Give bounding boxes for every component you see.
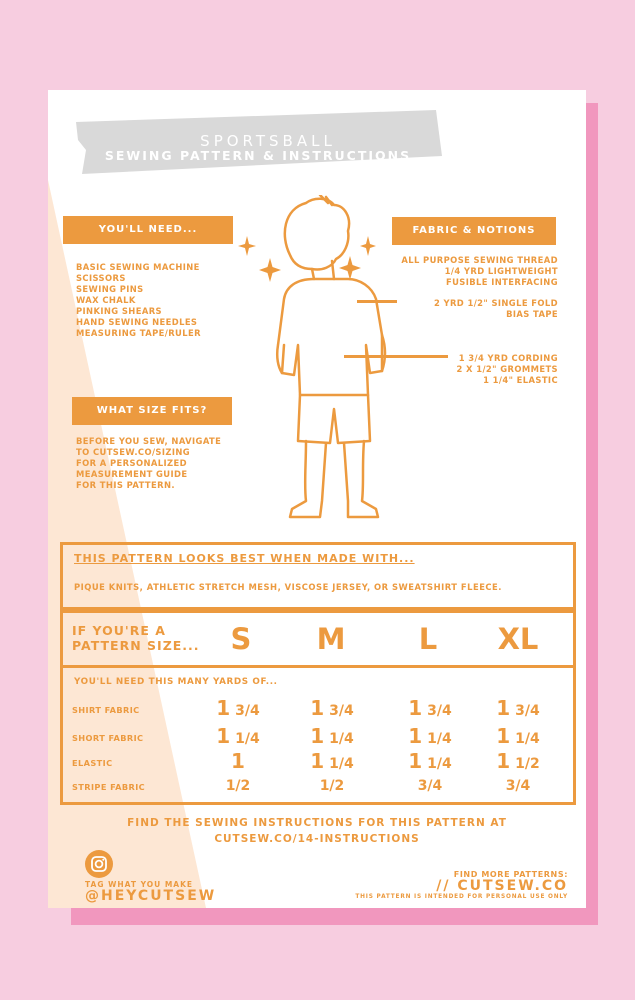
fabrics-text: PIQUE KNITS, ATHLETIC STRETCH MESH, VISCOSE JERSEY, OR SWEATSHIRT FLEECE. [74,582,502,592]
size-l: L [418,622,438,656]
fabrics-heading: THIS PATTERN LOOKS BEST WHEN MADE WITH... [74,552,415,565]
row-label-shirt: SHIRT FABRIC [72,705,140,715]
table-cell: 1 1/4 [310,724,354,748]
instagram-icon[interactable] [85,850,113,878]
table-cell: 1 1/2 [496,749,540,773]
table-cell: 1 1/4 [408,749,452,773]
needs-item: SCISSORS [76,273,126,283]
needs-item: WAX CHALK [76,295,136,305]
table-cell: 1 3/4 [310,696,354,720]
fabric-item: 2 YRD 1/2" SINGLE FOLD [433,298,558,308]
pointer-line [344,355,448,358]
size-label-line-1: IF YOU'RE A [72,623,166,638]
fabric-item: BIAS TAPE [506,309,558,319]
table-cell: 1 1/4 [408,724,452,748]
size-s: S [230,622,252,656]
instagram-handle[interactable]: @HEYCUTSEW [85,888,217,904]
table-cell: 1 3/4 [216,696,260,720]
row-label-stripe: STRIPE FABRIC [72,782,146,792]
needs-item: BASIC SEWING MACHINE [76,262,200,272]
table-cell: 1 1/4 [216,724,260,748]
size-label [72,623,200,653]
size-fit-line: BEFORE YOU SEW, NAVIGATE [76,436,222,446]
table-cell: 1 3/4 [408,696,452,720]
size-fit-line: MEASUREMENT GUIDE [76,469,188,479]
disclaimer: THIS PATTERN IS INTENDED FOR PERSONAL USE ONLY [355,894,568,900]
table-cell: 1/2 [319,778,345,794]
instructions-line-1: FIND THE SEWING INSTRUCTIONS FOR THIS PATTERN AT [127,817,507,829]
fabric-item: 1 3/4 YRD CORDING [458,353,558,363]
instructions-link[interactable]: CUTSEW.CO/14-INSTRUCTIONS [214,833,420,845]
fabric-heading: FABRIC & NOTIONS [392,217,556,245]
size-xl: XL [497,622,539,656]
needs-item: HAND SEWING NEEDLES [76,317,198,327]
needs-item: MEASURING TAPE/RULER [76,328,201,338]
needs-item: SEWING PINS [76,284,144,294]
brand-name: SPORTSBALL [200,132,336,150]
size-fit-line: FOR THIS PATTERN. [76,480,175,490]
size-fit-line: FOR A PERSONALIZED [76,458,187,468]
page-title: SEWING PATTERN & INSTRUCTIONS [104,148,412,163]
fabric-item: 1/4 YRD LIGHTWEIGHT [444,266,558,276]
tag-text: TAG WHAT YOU MAKE [85,880,194,889]
size-label-line-2: PATTERN SIZE... [72,638,200,653]
size-fit-line: TO CUTSEW.CO/SIZING [76,447,191,457]
fabric-item: FUSIBLE INTERFACING [445,277,558,287]
pattern-card [48,90,586,908]
pointer-line [357,300,397,303]
table-cell: 3/4 [505,778,531,794]
fabric-item: 1 1/4" ELASTIC [483,375,558,385]
sparkle-icon [238,236,376,284]
size-m: M [316,622,346,656]
row-label-elastic: ELASTIC [72,758,113,768]
more-patterns-label: FIND MORE PATTERNS: [453,870,568,879]
table-cell: 1/2 [225,778,251,794]
fabric-item: ALL PURPOSE SEWING THREAD [401,255,558,265]
needs-heading: YOU'LL NEED... [63,216,233,244]
row-label-short: SHORT FABRIC [72,733,144,743]
fabric-item: 2 X 1/2" GROMMETS [456,364,558,374]
table-cell: 1 [231,749,245,773]
needs-item: PINKING SHEARS [76,306,162,316]
table-cell: 1 1/4 [496,724,540,748]
yards-heading: YOU'LL NEED THIS MANY YARDS OF... [74,677,278,687]
site-link[interactable]: // CUTSEW.CO [436,878,568,894]
table-cell: 1 3/4 [496,696,540,720]
table-cell: 3/4 [417,778,443,794]
size-fit-heading: WHAT SIZE FITS? [72,397,232,425]
table-cell: 1 1/4 [310,749,354,773]
